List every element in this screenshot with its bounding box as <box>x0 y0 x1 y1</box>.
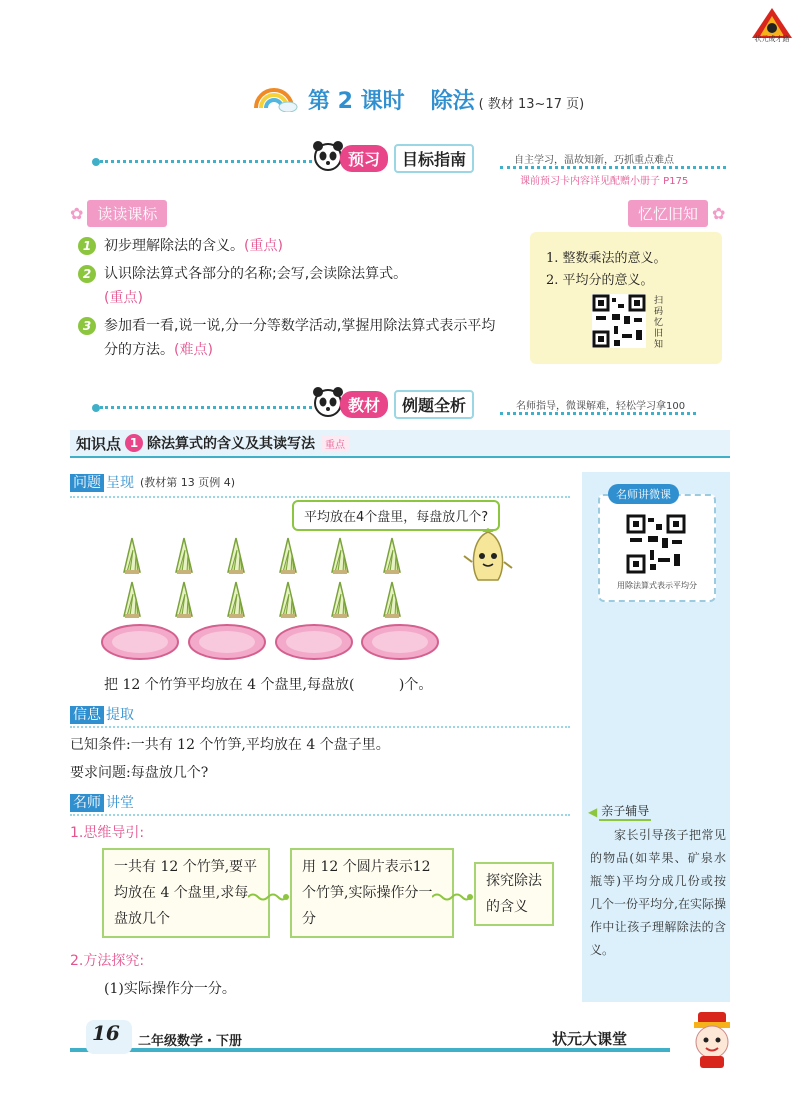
flow-box-problem: 一共有 12 个竹笋,要平均放在 4 个盘里,求每盘放几个 <box>102 848 270 938</box>
objective-tag: (重点) <box>104 290 143 306</box>
preview-banner <box>340 144 474 173</box>
objective-number: 2 <box>78 265 96 283</box>
bamboo-shoot-row-1 <box>124 538 400 574</box>
knowledge-point-title: 除法算式的含义及其读写法 <box>147 436 316 452</box>
objective-text: 参加看一看,说一说,分一分等数学活动,掌握用除法算式表示平均分的方法。 <box>104 318 496 358</box>
page-number: 16 <box>92 1021 120 1045</box>
preview-card-note: 课前预习卡内容详见配赠小册子 P175 <box>520 176 689 187</box>
review-qr-code[interactable] <box>592 294 646 348</box>
flow-box-operation: 用 12 个圆片表示12 个竹笋,实际操作分一分 <box>290 848 454 938</box>
book-title: 二年级数学・下册 <box>138 1034 243 1049</box>
problem-head-a: 问题 <box>70 474 104 492</box>
parent-guide-title: 亲子辅导 <box>599 802 651 821</box>
objective-item <box>78 314 498 362</box>
objective-list <box>78 234 498 362</box>
plate-icon <box>362 625 438 659</box>
objective-number: 1 <box>78 237 96 255</box>
problem-heading <box>70 472 235 492</box>
objective-tag: (难点) <box>174 342 213 358</box>
publisher-logo <box>748 6 796 54</box>
review-box <box>530 232 722 364</box>
knowledge-point-header <box>76 432 349 454</box>
micro-lesson-card <box>598 488 716 602</box>
textbook-slogan: 名师指导，微课解难，轻松学习拿100 <box>516 401 686 412</box>
plate-icon <box>102 625 178 659</box>
review-header <box>628 200 725 227</box>
brand-name: 状元大课堂 <box>552 1030 628 1048</box>
standards-label: 读读课标 <box>87 200 167 227</box>
objective-tag: (重点) <box>244 238 283 254</box>
paw-icon: ✿ <box>712 204 726 223</box>
objective-text: 认识除法算式各部分的名称;会写,会读除法算式。 <box>104 266 408 282</box>
knowledge-point-label: 知识点 <box>76 434 122 453</box>
known-condition: 已知条件:一共有 12 个竹笋,平均放在 4 个盘子里。 <box>70 737 390 753</box>
substep-operate: (1)实际操作分一分。 <box>104 981 236 997</box>
textbook-title: 例题全析 <box>394 390 474 419</box>
guide-dot <box>92 158 100 166</box>
problem-statement: 把 12 个竹笋平均放在 4 个盘里,每盘放( )个。 <box>104 677 433 693</box>
review-item: 1. 整数乘法的意义。 <box>546 251 667 266</box>
paw-icon: ✿ <box>70 204 84 223</box>
info-heading <box>70 704 134 724</box>
parent-guide-header <box>588 802 651 821</box>
objective-item <box>78 234 498 258</box>
micro-lesson-caption: 用除法算式表示平均分 <box>617 581 697 590</box>
lesson-title <box>308 84 584 114</box>
rainbow-cloud-icon <box>252 86 298 116</box>
review-item: 2. 平均分的意义。 <box>546 273 654 288</box>
preview-title: 目标指南 <box>394 144 474 173</box>
publisher-logo-text: 状元成才路 <box>754 35 790 43</box>
asked-question: 要求问题:每盘放几个? <box>70 765 209 781</box>
triangle-icon: ◀ <box>588 804 598 819</box>
guide-dot <box>92 404 100 412</box>
lesson-topic: 除法 <box>430 89 475 114</box>
review-scan-text: 扫码忆旧知 <box>654 296 664 350</box>
speech-bubble: 平均放在4个盘里，每盘放几个? <box>292 500 500 531</box>
preview-badge: 预习 <box>340 145 388 172</box>
lecture-heading <box>70 792 134 812</box>
objective-text: 初步理解除法的含义。 <box>104 238 244 254</box>
guide-line <box>70 496 570 498</box>
guide-line <box>100 160 312 163</box>
bamboo-mascot-icon <box>462 528 514 592</box>
guide-line <box>500 412 696 415</box>
guide-line <box>500 166 726 169</box>
flow-box-goal: 探究除法的含义 <box>474 862 554 926</box>
step-method: 2.方法探究: <box>70 953 145 969</box>
info-head-a: 信息 <box>70 706 104 724</box>
mascot-icon <box>684 1010 740 1074</box>
bamboo-shoots-illustration <box>110 530 450 626</box>
knowledge-point-number: 1 <box>125 434 143 452</box>
guide-line <box>100 406 312 409</box>
lecture-head-b: 讲堂 <box>106 795 134 811</box>
plates-illustration <box>100 622 440 662</box>
problem-head-b: 呈现 <box>106 475 134 491</box>
step-thinking-guide: 1.思维导引: <box>70 825 145 841</box>
preview-slogan: 自主学习，温故知新，巧抓重点难点 <box>514 155 674 166</box>
bamboo-shoot-row-2 <box>124 582 400 618</box>
plate-icon <box>276 625 352 659</box>
problem-reference: (教材第 13 页例 4) <box>140 476 236 489</box>
lesson-number: 第 2 课时 <box>308 89 405 114</box>
parent-guide-text: 家长引导孩子把常见的物品(如苹果、矿泉水瓶等)平均分成几份或按几个一份平均分,在实际操作中让孩子理解除法的含义。 <box>590 828 726 957</box>
textbook-badge: 教材 <box>340 391 388 418</box>
plate-icon <box>189 625 265 659</box>
guide-line <box>70 726 570 728</box>
flow-arrow-2 <box>432 888 474 907</box>
info-head-b: 提取 <box>106 707 134 723</box>
standards-header <box>70 200 167 227</box>
knowledge-point-tag: 重点 <box>321 435 349 452</box>
textbook-banner <box>340 390 474 419</box>
micro-lesson-title: 名师讲微课 <box>608 484 679 504</box>
lecture-head-a: 名师 <box>70 794 104 812</box>
review-label: 忆忆旧知 <box>628 200 708 227</box>
lesson-reference: ( 教材 13~17 页) <box>478 97 585 112</box>
guide-line <box>70 814 570 816</box>
micro-lesson-qr-code[interactable] <box>626 514 686 574</box>
objective-item <box>78 262 498 310</box>
objective-number: 3 <box>78 317 96 335</box>
flow-arrow-1 <box>248 888 290 907</box>
